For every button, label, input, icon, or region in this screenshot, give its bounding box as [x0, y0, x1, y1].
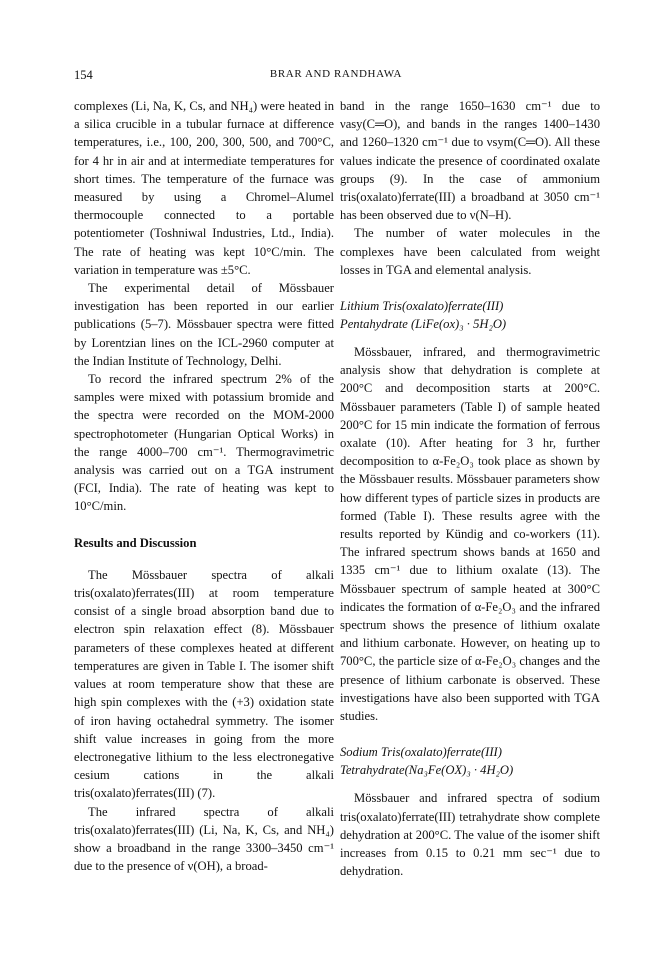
running-title: BRAR AND RANDHAWA: [269, 68, 403, 80]
subsection-heading-sodium-line2: Tetrahydrate(Na₃Fe(OX)₃ · 4H₂O): [340, 763, 514, 778]
paragraph-water-molecules: The number of water molecules in the complexes have been calculated from weight losses in TGA and elemental analysis.: [340, 226, 600, 277]
right-column: [340, 97, 600, 880]
paragraph-lithium: Mössbauer, infrared, and thermogravimetric analysis show that dehydration is complete at 200°C and decomposition starts at 200°C. Mössbauer parameters (Table I) of sample heated 200°C for 15 min indicate the formation of ferrous oxalate (10). After heating for 3 hr, further decomposition to α-Fe₂O₃ took place as shown by the Mössbauer results. Mössbauer parameters show how different types of particle sizes in products are formed (Table I). These results agree with the results reported by Kündig and co-workers (11). The infrared spectrum shows bands at 1650 and 1335 cm⁻¹ due to lithium oxalate (13). The Mössbauer spectrum of sample heated at 300°C indicates the formation of α-Fe₂O₃ and the infrared spectrum shows the presence of lithium oxalate and lithium carbonate. However, on heating up to 700°C, the particle size of α-Fe₂O₃ changes and the presence of lithium carbonate is observed. These investigations have also been supported with TGA studies.: [340, 345, 600, 724]
subsection-heading-lithium: [340, 297, 600, 333]
paragraph-infrared-method: To record the infrared spectrum 2% of the samples were mixed with potassium bromide and the spectra were recorded on the MOM-2000 spectrophotometer (Hungarian Optical Works) in the range 4000–700 cm⁻¹. Thermogravimetric analysis was carried out on a TGA instrument (FCI, India). The rate of heating was kept to 10°C/min.: [74, 372, 334, 514]
page-number: 154: [74, 68, 93, 82]
subsection-heading-sodium: [340, 743, 600, 779]
subsection-heading-lithium-line1: Lithium Tris(oxalato)ferrate(III): [340, 299, 504, 314]
paragraph-sodium: Mössbauer and infrared spectra of sodium tris(oxalato)ferrate(III) tetrahydrate show complete dehydration at 200°C. The value of the isomer shift increases from 0.15 to 0.21 mm sec⁻¹ due to dehydration.: [340, 791, 600, 879]
subsection-heading-lithium-line2: Pentahydrate (LiFe(ox)₃ · 5H₂O): [340, 317, 507, 332]
paragraph-results-mossbauer: The Mössbauer spectra of alkali tris(oxalato)ferrates(III) at room temperature consist of a single broad absorption band due to electron spin relaxation effect (8). Mössbauer parameters of these complexes heated at different temperatures are given in Table I. The isomer shift values at room temperature show that these are high spin complexes with the (+3) oxidation state of iron having octahedral symmetry. The isomer shift value increases in going from the more electronegative lithium to the less electronegative cesium cations in the alkali tris(oxalato)ferrates(III) (7).: [74, 567, 334, 801]
paragraph-methods-heating: complexes (Li, Na, K, Cs, and NH₄) were heated in a silica crucible in a tubular furnace at difference temperatures, i.e., 100, 200, 300, 500, and 700°C, for 4 hr in air and at intermediate temperatures for short times. The temperature of the furnace was measured by using a Chromel–Alumel thermocouple connected to a portable potentiometer (Toshniwal Industries, Ltd., India). The rate of heating was kept 10°C/min. The variation in temperature was ±5°C.: [74, 99, 334, 277]
left-column: [74, 97, 334, 875]
subsection-heading-sodium-line1: Sodium Tris(oxalato)ferrate(III): [340, 745, 502, 760]
paragraph-results-infrared: The infrared spectra of alkali tris(oxalato)ferrates(III) (Li, Na, K, Cs, and NH₄) show a broadband in the range 3300–3450 cm⁻¹ due to the presence of ν(OH), a broad-: [74, 804, 334, 874]
section-heading: Results and Discussion: [74, 535, 197, 550]
page-header: [74, 68, 598, 86]
paragraph-mossbauer-method: The experimental detail of Mössbauer investigation has been reported in our earlier publications (5–7). Mössbauer spectra were fitted by Lorentzian lines on the ICL-2960 computer at the Indian Institute of Technology, Delhi.: [74, 281, 334, 368]
paragraph-infrared-continued: band in the range 1650–1630 cm⁻¹ due to νasy(C═O), and bands in the ranges 1400–1430 and 1260–1320 cm⁻¹ due to νsym(C═O). All these values indicate the presence of coordinated oxalate groups (9). In the case of ammonium tris(oxalato)ferrate(III) a broadband at 3050 cm⁻¹ has been observed due to ν(N–H).: [340, 99, 600, 223]
